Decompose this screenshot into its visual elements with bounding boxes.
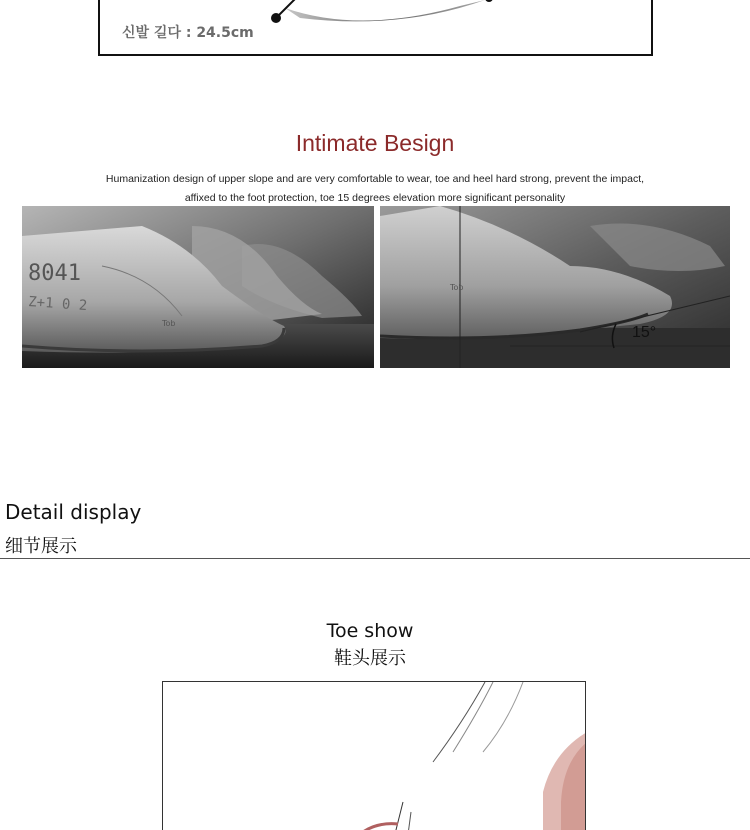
description-line-2: affixed to the foot protection, toe 15 degrees elevation more significant personality bbox=[184, 192, 566, 204]
detail-display-title: Detail display bbox=[5, 500, 142, 524]
last-stamp-tag-right: Tob bbox=[450, 283, 464, 292]
section-divider bbox=[0, 558, 750, 559]
description-line-1: Humanization design of upper slope and are very comfortable to wear, toe and heel hard strong, prevent the impact, bbox=[105, 173, 645, 185]
last-stamp-sub: Z+1 0 2 bbox=[27, 294, 88, 315]
toe-show-photo bbox=[162, 681, 586, 830]
toe-elevation-photo-right bbox=[380, 206, 730, 368]
intimate-design-title: Intimate Besign bbox=[295, 130, 455, 156]
intimate-design-description bbox=[0, 170, 750, 208]
last-stamp-tag-left: Tob bbox=[162, 319, 176, 328]
shoe-length-label: 신발 길다 : 24.5cm bbox=[122, 25, 254, 41]
toe-angle-label: 15° bbox=[632, 324, 657, 341]
detail-display-subtitle: 细节展示 bbox=[5, 536, 77, 557]
toe-show-subtitle: 鞋头展示 bbox=[334, 648, 406, 669]
shoe-size-panel bbox=[98, 0, 653, 56]
shoe-last-photo-left bbox=[22, 206, 374, 368]
toe-show-title: Toe show bbox=[326, 620, 414, 642]
last-stamp-number: 8041 bbox=[28, 261, 81, 286]
